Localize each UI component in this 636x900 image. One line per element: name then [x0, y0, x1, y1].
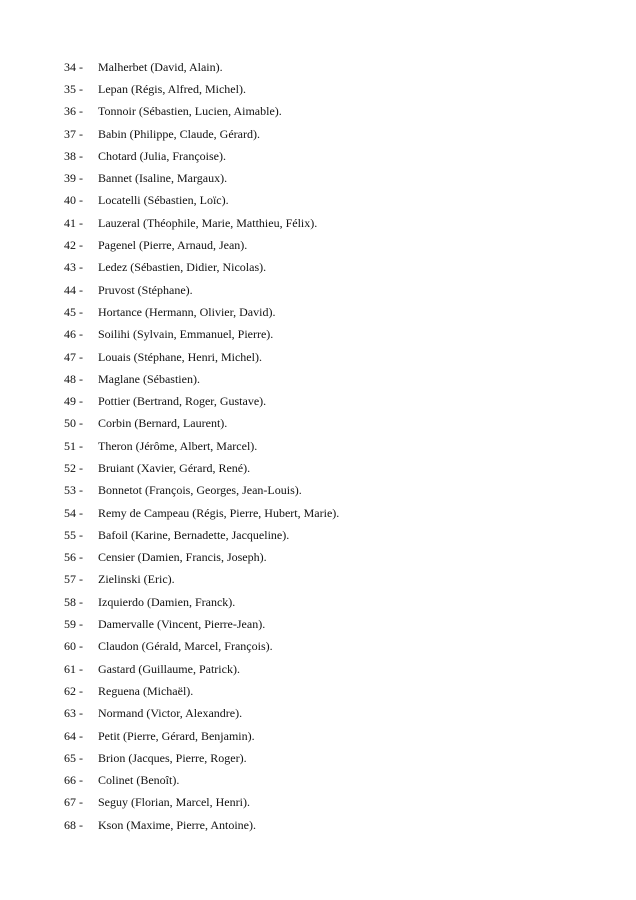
entry-text: Remy de Campeau (Régis, Pierre, Hubert, Marie).: [98, 505, 340, 520]
entry-text: Tonnoir (Sébastien, Lucien, Aimable).: [98, 104, 282, 119]
entry-text: Zielinski (Eric).: [98, 572, 175, 587]
entry-text: Gastard (Guillaume, Patrick).: [98, 661, 240, 676]
entry-text: Babin (Philippe, Claude, Gérard).: [98, 126, 260, 141]
list-item: [64, 190, 339, 212]
list-item: [64, 101, 339, 123]
list-item: [64, 212, 339, 234]
entry-number: 35 -: [64, 81, 83, 96]
entry-number: 45 -: [64, 304, 83, 319]
list-item: [64, 569, 339, 591]
entry-number: 34 -: [64, 59, 83, 74]
entry-number: 50 -: [64, 416, 83, 431]
list-item: [64, 257, 339, 279]
entry-number: 37 -: [64, 126, 83, 141]
list-item: [64, 346, 339, 368]
entry-number: 46 -: [64, 327, 83, 342]
entry-number: 41 -: [64, 215, 83, 230]
entry-text: Theron (Jérôme, Albert, Marcel).: [98, 438, 258, 453]
entry-text: Damervalle (Vincent, Pierre-Jean).: [98, 617, 266, 632]
entry-text: Brion (Jacques, Pierre, Roger).: [98, 750, 247, 765]
entry-number: 66 -: [64, 773, 83, 788]
list-item: [64, 390, 339, 412]
entry-text: Louais (Stéphane, Henri, Michel).: [98, 349, 262, 364]
list-item: [64, 145, 339, 167]
entry-text: Maglane (Sébastien).: [98, 371, 200, 386]
entry-number: 68 -: [64, 817, 83, 832]
list-item: [64, 324, 339, 346]
list-item: [64, 502, 339, 524]
entry-number: 53 -: [64, 483, 83, 498]
list-item: [64, 658, 339, 680]
entry-text: Izquierdo (Damien, Franck).: [98, 594, 236, 609]
entry-number: 36 -: [64, 104, 83, 119]
entry-number: 63 -: [64, 706, 83, 721]
entry-text: Lauzeral (Théophile, Marie, Matthieu, Félix).: [98, 215, 318, 230]
entry-text: Claudon (Gérald, Marcel, François).: [98, 639, 273, 654]
entry-text: Colinet (Benoît).: [98, 773, 180, 788]
list-item: [64, 703, 339, 725]
list-item: [64, 457, 339, 479]
list-item: [64, 636, 339, 658]
entry-text: Ledez (Sébastien, Didier, Nicolas).: [98, 260, 267, 275]
entry-text: Hortance (Hermann, Olivier, David).: [98, 304, 276, 319]
list-item: [64, 814, 339, 836]
list-item: [64, 792, 339, 814]
list-item: [64, 167, 339, 189]
entry-number: 44 -: [64, 282, 83, 297]
list-item: [64, 613, 339, 635]
entry-text: Pruvost (Stéphane).: [98, 282, 193, 297]
list-item: [64, 480, 339, 502]
list-item: [64, 413, 339, 435]
entry-number: 47 -: [64, 349, 83, 364]
entry-number: 51 -: [64, 438, 83, 453]
entry-text: Bonnetot (François, Georges, Jean-Louis).: [98, 483, 302, 498]
entry-text: Malherbet (David, Alain).: [98, 59, 223, 74]
entry-number: 40 -: [64, 193, 83, 208]
entry-text: Reguena (Michaël).: [98, 683, 194, 698]
entry-text: Seguy (Florian, Marcel, Henri).: [98, 795, 250, 810]
entry-number: 64 -: [64, 728, 83, 743]
entry-text: Bannet (Isaline, Margaux).: [98, 171, 228, 186]
entry-text: Pagenel (Pierre, Arnaud, Jean).: [98, 238, 248, 253]
entry-number: 48 -: [64, 371, 83, 386]
entry-text: Bafoil (Karine, Bernadette, Jacqueline).: [98, 527, 290, 542]
list-item: [64, 301, 339, 323]
entry-text: Chotard (Julia, Françoise).: [98, 148, 226, 163]
list-item: [64, 279, 339, 301]
entry-number: 57 -: [64, 572, 83, 587]
name-list: [64, 56, 339, 836]
entry-number: 38 -: [64, 148, 83, 163]
entry-text: Lepan (Régis, Alfred, Michel).: [98, 81, 246, 96]
entry-text: Soilihi (Sylvain, Emmanuel, Pierre).: [98, 327, 274, 342]
list-item: [64, 725, 339, 747]
entry-text: Locatelli (Sébastien, Loïc).: [98, 193, 229, 208]
list-item: [64, 234, 339, 256]
entry-number: 56 -: [64, 550, 83, 565]
list-item: [64, 591, 339, 613]
entry-number: 43 -: [64, 260, 83, 275]
entry-text: Pottier (Bertrand, Roger, Gustave).: [98, 394, 267, 409]
list-item: [64, 524, 339, 546]
entry-number: 65 -: [64, 750, 83, 765]
entry-number: 61 -: [64, 661, 83, 676]
entry-number: 49 -: [64, 394, 83, 409]
entry-number: 42 -: [64, 238, 83, 253]
list-item: [64, 680, 339, 702]
entry-number: 62 -: [64, 683, 83, 698]
list-item: [64, 78, 339, 100]
list-item: [64, 368, 339, 390]
list-item: [64, 770, 339, 792]
entry-number: 39 -: [64, 171, 83, 186]
list-item: [64, 123, 339, 145]
entry-text: Bruiant (Xavier, Gérard, René).: [98, 460, 251, 475]
entry-number: 59 -: [64, 617, 83, 632]
entry-number: 60 -: [64, 639, 83, 654]
entry-number: 54 -: [64, 505, 83, 520]
entry-number: 67 -: [64, 795, 83, 810]
entry-text: Normand (Victor, Alexandre).: [98, 706, 243, 721]
entry-text: Censier (Damien, Francis, Joseph).: [98, 550, 267, 565]
entry-text: Petit (Pierre, Gérard, Benjamin).: [98, 728, 255, 743]
list-item: [64, 747, 339, 769]
entry-text: Corbin (Bernard, Laurent).: [98, 416, 228, 431]
list-item: [64, 435, 339, 457]
entry-number: 55 -: [64, 527, 83, 542]
list-item: [64, 547, 339, 569]
entry-text: Kson (Maxime, Pierre, Antoine).: [98, 817, 256, 832]
entry-number: 52 -: [64, 460, 83, 475]
entry-number: 58 -: [64, 594, 83, 609]
list-item: [64, 56, 339, 78]
